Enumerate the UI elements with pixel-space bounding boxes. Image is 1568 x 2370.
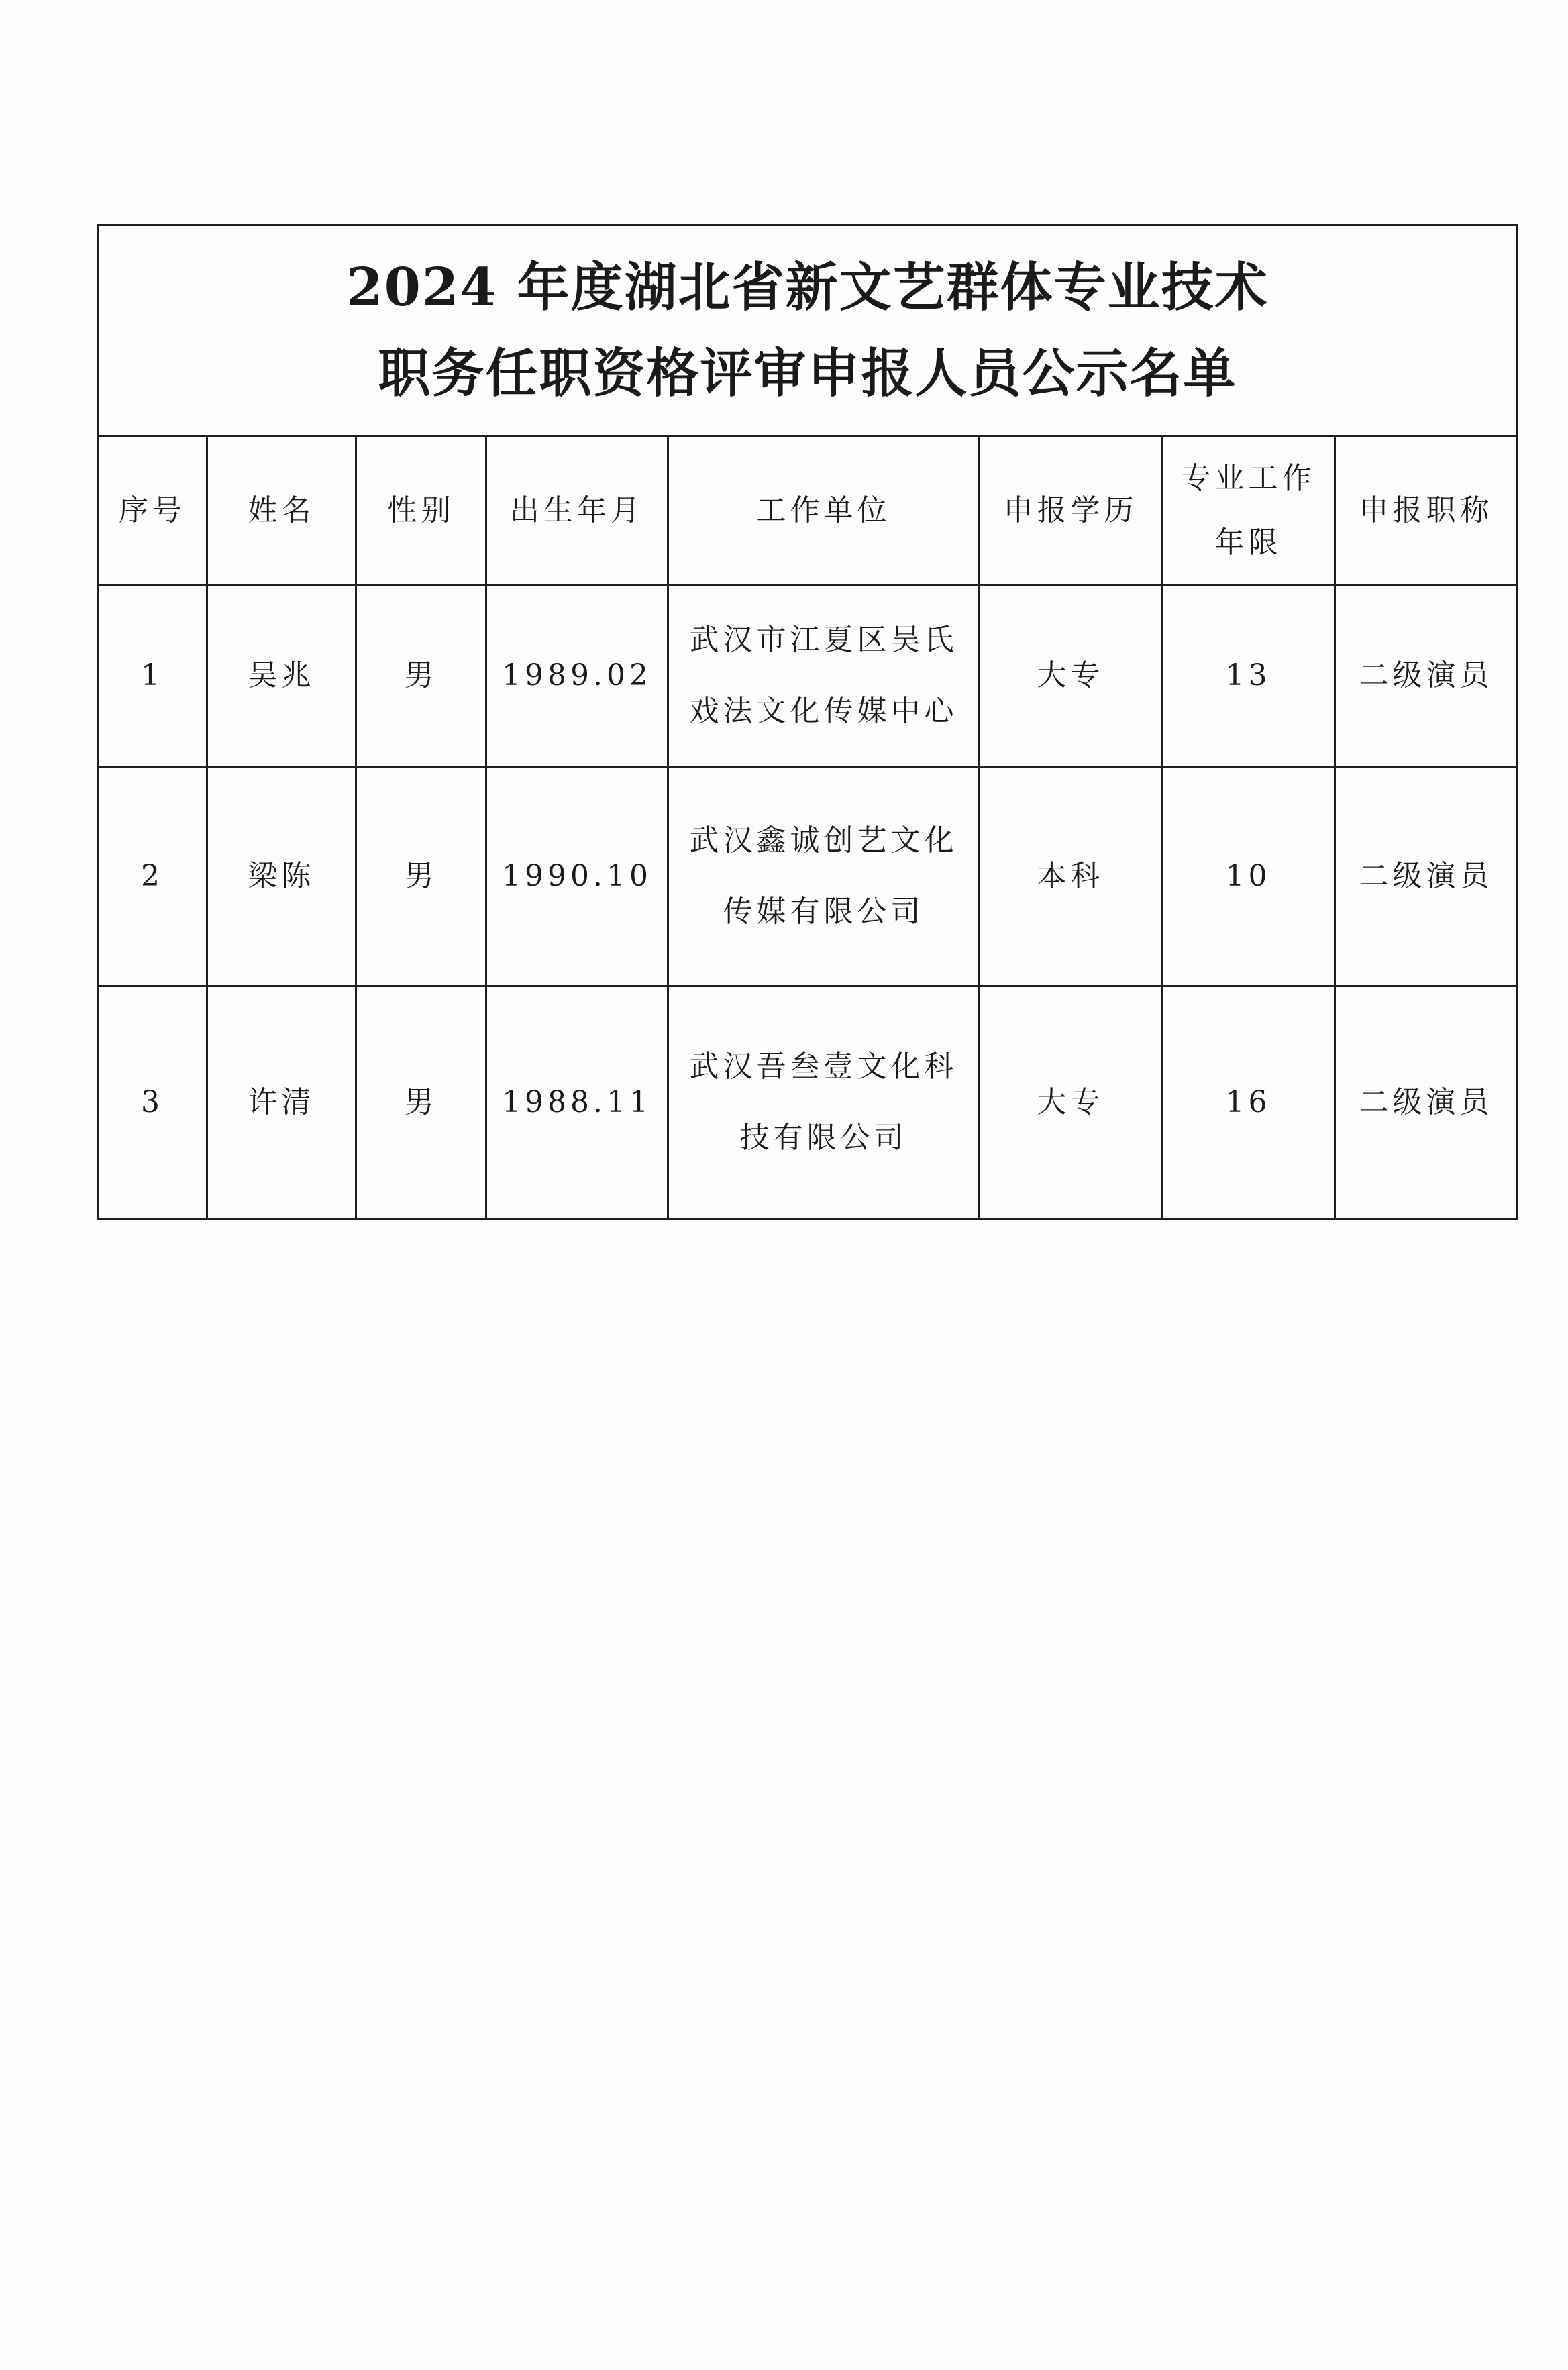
applicant-roster-table xyxy=(97,224,1518,1220)
cell-gender: 男 xyxy=(356,585,486,767)
cell-name: 许清 xyxy=(207,986,356,1219)
employer-line-2: 技有限公司 xyxy=(739,1121,908,1155)
cell-birth: 1989.02 xyxy=(486,585,668,767)
header-years-line-1: 专业工作 xyxy=(1181,461,1316,495)
header-gender: 性别 xyxy=(356,437,486,585)
header-name: 姓名 xyxy=(207,437,356,585)
cell-years: 13 xyxy=(1162,585,1335,767)
cell-seq: 1 xyxy=(98,585,207,767)
cell-gender: 男 xyxy=(356,767,486,986)
cell-seq: 2 xyxy=(98,767,207,986)
cell-title: 二级演员 xyxy=(1335,986,1518,1219)
table-header-row xyxy=(98,437,1518,585)
table-row xyxy=(98,767,1518,986)
cell-employer xyxy=(668,585,980,767)
cell-birth: 1990.10 xyxy=(486,767,668,986)
cell-education: 大专 xyxy=(980,986,1162,1219)
cell-gender: 男 xyxy=(356,986,486,1219)
header-years xyxy=(1162,437,1335,585)
table-row xyxy=(98,585,1518,767)
header-birth: 出生年月 xyxy=(486,437,668,585)
employer-line-1: 武汉市江夏区吴氏 xyxy=(689,623,958,657)
cell-years: 10 xyxy=(1162,767,1335,986)
cell-education: 大专 xyxy=(980,585,1162,767)
document-title xyxy=(98,225,1518,437)
cell-education: 本科 xyxy=(980,767,1162,986)
cell-employer xyxy=(668,986,980,1219)
header-employer: 工作单位 xyxy=(668,437,980,585)
table-row xyxy=(98,986,1518,1219)
title-line-1: 2024 年度湖北省新文艺群体专业技术 xyxy=(346,257,1269,318)
header-title: 申报职称 xyxy=(1335,437,1518,585)
employer-line-2: 传媒有限公司 xyxy=(723,894,925,929)
employer-line-1: 武汉鑫诚创艺文化 xyxy=(689,823,958,858)
cell-name: 梁陈 xyxy=(207,767,356,986)
cell-title: 二级演员 xyxy=(1335,585,1518,767)
cell-title: 二级演员 xyxy=(1335,767,1518,986)
header-seq: 序号 xyxy=(98,437,207,585)
title-line-2: 职务任职资格评审申报人员公示名单 xyxy=(378,343,1237,404)
cell-seq: 3 xyxy=(98,986,207,1219)
header-years-line-2: 年限 xyxy=(1214,525,1282,560)
header-education: 申报学历 xyxy=(980,437,1162,585)
cell-birth: 1988.11 xyxy=(486,986,668,1219)
cell-years: 16 xyxy=(1162,986,1335,1219)
cell-name: 吴兆 xyxy=(207,585,356,767)
cell-employer xyxy=(668,767,980,986)
employer-line-2: 戏法文化传媒中心 xyxy=(689,694,958,728)
employer-line-1: 武汉吾叁壹文化科 xyxy=(689,1049,958,1084)
